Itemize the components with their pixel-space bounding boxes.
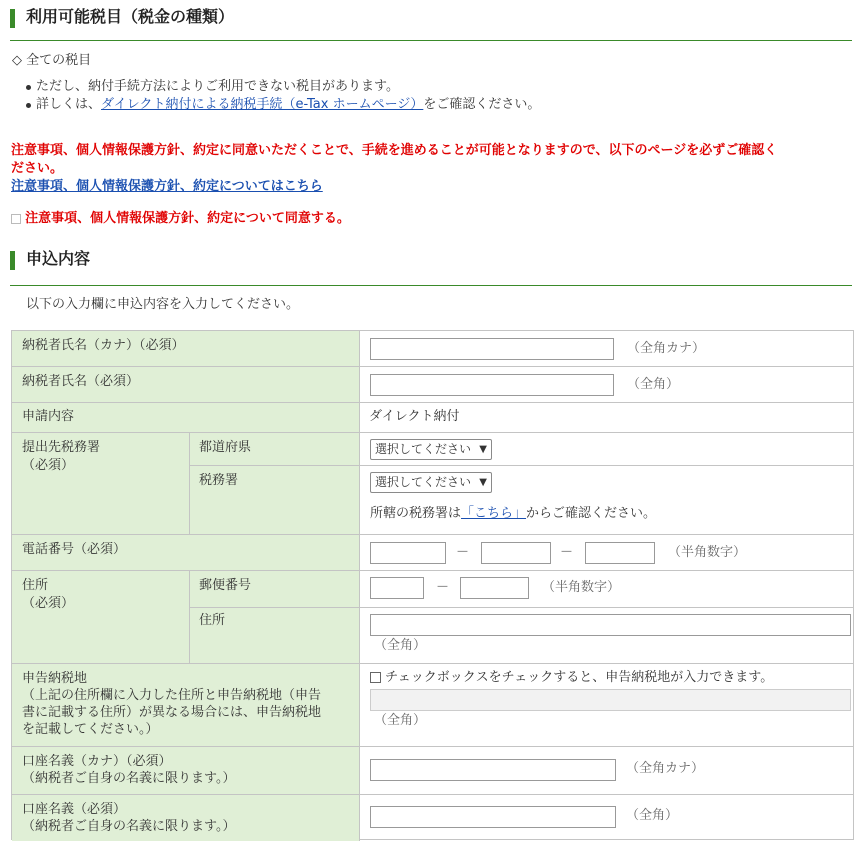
row-account: 口座名義（必須） （納税者ご自身の名義に限ります。） （全角） bbox=[12, 794, 853, 841]
row-tax-office bbox=[12, 432, 853, 535]
name-kana-input[interactable] bbox=[370, 338, 614, 360]
agreement-warning: 注意事項、個人情報保護方針、約定に同意いただくことで、手続を進めることが可能となりますので、以下のページを必ずご確認く ださい。 bbox=[11, 143, 778, 176]
tax-place-hint: （全角） bbox=[374, 713, 427, 728]
tax-office-label: 税務署 bbox=[199, 473, 239, 488]
phone-label: 電話番号（必須） bbox=[22, 542, 127, 557]
tax-office-select[interactable]: 選択してください ▼ bbox=[370, 472, 492, 493]
phone-input-2[interactable] bbox=[481, 542, 551, 564]
chevron-down-icon: ▼ bbox=[479, 444, 487, 455]
section-title: 利用可能税目（税金の種類） bbox=[26, 7, 235, 26]
intro-text: 以下の入力欄に申込内容を入力してください。 bbox=[26, 297, 300, 312]
address-sub-label: 住所 bbox=[199, 613, 226, 628]
section-heading-application bbox=[10, 245, 852, 286]
tax-place-checkbox-row[interactable] bbox=[370, 669, 773, 687]
row-address: 住所 （必須） 郵便番号 住所 － （半角数字） （全角） bbox=[12, 570, 853, 664]
address-input[interactable] bbox=[370, 614, 851, 636]
account-kana-hint: （全角カナ） bbox=[626, 761, 705, 776]
terms-link[interactable]: 注意事項、個人情報保護方針、約定についてはこちら bbox=[11, 179, 323, 194]
account-label: 口座名義（必須） bbox=[22, 802, 127, 817]
row-name-kana bbox=[12, 331, 853, 366]
agree-checkbox[interactable] bbox=[11, 214, 21, 224]
chevron-down-icon: ▼ bbox=[479, 477, 487, 488]
required-note: （必須） bbox=[22, 596, 75, 612]
address-label: 住所 bbox=[22, 578, 49, 593]
office-label: 提出先税務署 bbox=[22, 440, 101, 455]
row-account-kana: 口座名義（カナ）（必須） （納税者ご自身の名義に限ります。） （全角カナ） bbox=[12, 746, 853, 795]
prefecture-select[interactable]: 選択してください ▼ bbox=[370, 439, 492, 460]
name-kana-hint: （全角カナ） bbox=[627, 341, 706, 356]
agree-label: 注意事項、個人情報保護方針、約定について同意する。 bbox=[25, 211, 350, 226]
section-heading-tax-types bbox=[10, 0, 852, 41]
row-request bbox=[12, 402, 853, 433]
section-title: 申込内容 bbox=[26, 249, 91, 268]
name-label: 納税者氏名（必須） bbox=[22, 374, 140, 389]
account-input[interactable] bbox=[370, 806, 616, 828]
address-hint: （全角） bbox=[374, 638, 427, 653]
postal-input-2[interactable] bbox=[460, 577, 529, 599]
note-item: 詳しくは、ダイレクト納付による納税手続（e-Tax ホームページ）をご確認ください。 bbox=[20, 96, 540, 114]
phone-input-1[interactable] bbox=[370, 542, 446, 564]
agree-checkbox-row[interactable] bbox=[11, 210, 350, 228]
postal-label: 郵便番号 bbox=[199, 578, 252, 593]
request-label: 申請内容 bbox=[22, 409, 75, 424]
note-item: ただし、納付手続方法によりご利用できない税目があります。 bbox=[20, 78, 540, 96]
row-name bbox=[12, 366, 853, 403]
name-hint: （全角） bbox=[627, 377, 680, 392]
row-phone: 電話番号（必須） － － （半角数字） bbox=[12, 534, 853, 571]
all-taxes-label: ◇ 全ての税目 bbox=[12, 53, 92, 68]
tax-place-label: 申告納税地 bbox=[22, 671, 88, 686]
prefecture-label: 都道府県 bbox=[199, 440, 252, 455]
row-tax-place: 申告納税地 （上記の住所欄に入力した住所と申告納税地（申告 書に記載する住所）が異なる場合には、申告納税地 を記載してください。） チェックボックスをチェックすると、申告納税地が入力できます。 （全角） bbox=[12, 663, 853, 747]
application-form bbox=[11, 330, 854, 840]
postal-hint: （半角数字） bbox=[542, 580, 621, 595]
tax-place-checkbox-label: チェックボックスをチェックすると、申告納税地が入力できます。 bbox=[385, 670, 774, 685]
account-kana-label: 口座名義（カナ）（必須） bbox=[22, 754, 172, 769]
notes-list bbox=[20, 78, 540, 114]
account-hint: （全角） bbox=[626, 808, 679, 823]
required-note: （必須） bbox=[22, 458, 75, 474]
phone-input-3[interactable] bbox=[585, 542, 655, 564]
tax-place-checkbox[interactable] bbox=[370, 672, 381, 683]
tax-office-lookup-link[interactable]: 「こちら」 bbox=[461, 506, 527, 521]
account-kana-input[interactable] bbox=[370, 759, 616, 781]
name-input[interactable] bbox=[370, 374, 614, 396]
phone-hint: （半角数字） bbox=[668, 545, 747, 560]
etax-direct-payment-link[interactable]: ダイレクト納付による納税手続（e-Tax ホームページ） bbox=[101, 97, 424, 112]
tax-office-note: 所轄の税務署は「こちら」からご確認ください。 bbox=[370, 506, 657, 521]
tax-place-input[interactable] bbox=[370, 689, 851, 711]
request-value: ダイレクト納付 bbox=[369, 409, 460, 424]
name-kana-label: 納税者氏名（カナ）（必須） bbox=[22, 338, 185, 353]
postal-input-1[interactable] bbox=[370, 577, 424, 599]
